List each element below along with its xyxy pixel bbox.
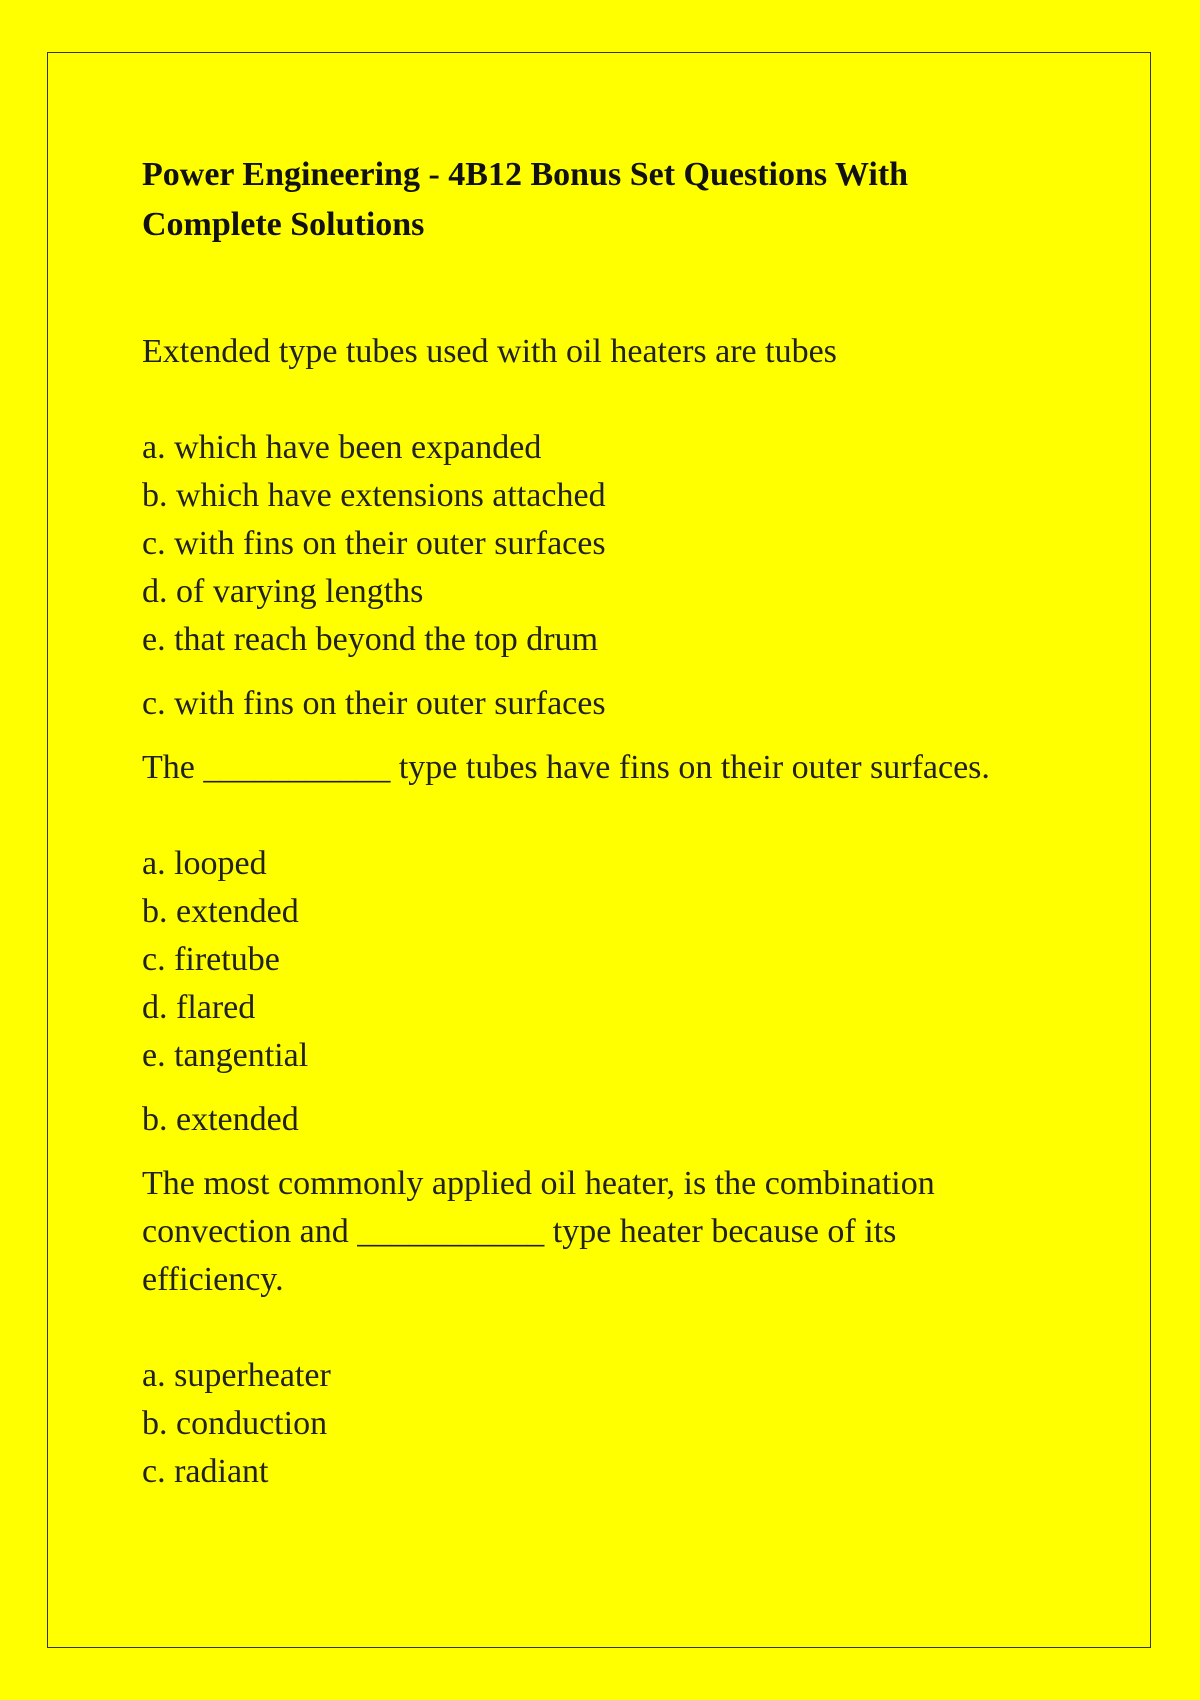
question-1 [142, 328, 1042, 728]
question-3-options [142, 1352, 1042, 1496]
question-2-text: The ___________ type tubes have fins on their outer surfaces. [142, 749, 990, 786]
question-3-option-b: b. conduction [142, 1405, 328, 1442]
question-2-option-a: a. looped [142, 845, 267, 882]
title-line-1: Power Engineering - 4B12 Bonus Set Questions With [142, 156, 909, 193]
question-1-option-b: b. which have extensions attached [142, 477, 606, 514]
question-1-option-c: c. with fins on their outer surfaces [142, 525, 606, 562]
question-1-option-a: a. which have been expanded [142, 429, 542, 466]
question-2-options [142, 840, 1042, 1080]
question-1-text: Extended type tubes used with oil heaters are tubes [142, 333, 837, 370]
question-3-text-line-2: convection and ___________ type heater because of its [142, 1213, 897, 1250]
question-3-text [142, 1160, 1042, 1304]
document-title [142, 150, 1042, 250]
question-1-option-e: e. that reach beyond the top drum [142, 621, 599, 658]
question-2-option-e: e. tangential [142, 1037, 309, 1074]
document-body [142, 150, 1042, 1496]
question-3-option-a: a. superheater [142, 1357, 331, 1394]
question-3 [142, 1160, 1042, 1496]
question-2 [142, 744, 1042, 1144]
question-3-text-line-3: efficiency. [142, 1261, 284, 1298]
question-3-text-line-1: The most commonly applied oil heater, is the combination [142, 1165, 935, 1202]
question-2-option-d: d. flared [142, 989, 256, 1026]
question-2-answer: b. extended [142, 1101, 299, 1138]
question-1-options [142, 424, 1042, 664]
question-2-option-b: b. extended [142, 893, 299, 930]
title-line-2: Complete Solutions [142, 206, 425, 243]
question-2-option-c: c. firetube [142, 941, 280, 978]
question-1-option-d: d. of varying lengths [142, 573, 424, 610]
question-3-option-c: c. radiant [142, 1453, 269, 1490]
question-1-answer: c. with fins on their outer surfaces [142, 685, 606, 722]
